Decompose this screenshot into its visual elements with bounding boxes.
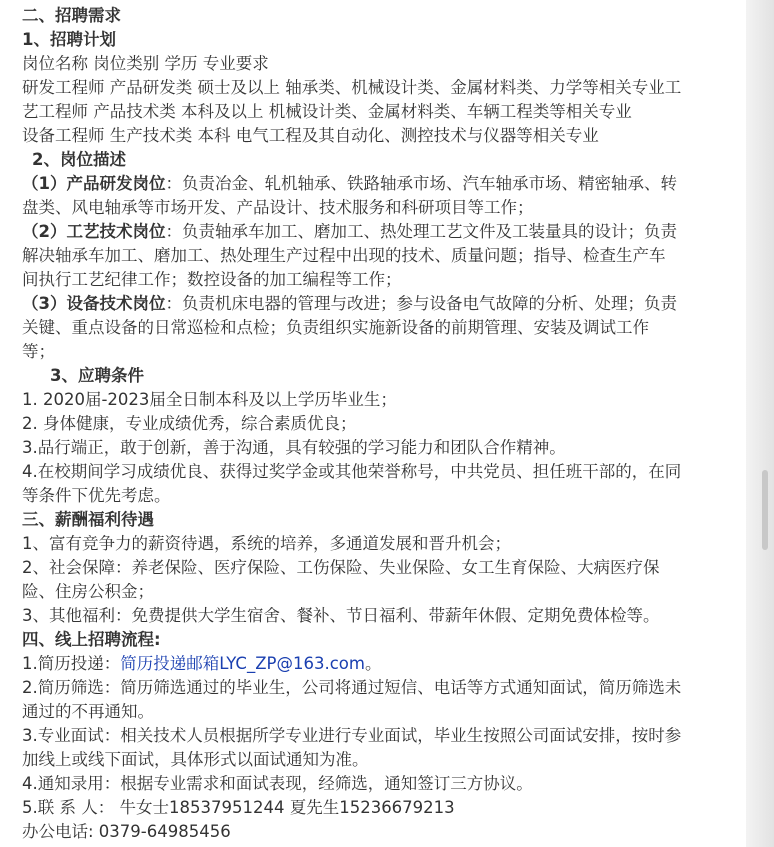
plan-row: 研发工程师 产品研发类 硕士及以上 轴承类、机械设计类、金属材料类、力学等相关专业工 (22, 78, 682, 97)
section4-heading: 四、线上招聘流程: (22, 630, 161, 649)
step-suffix: 。 (364, 654, 382, 673)
desc-item-text: ：负责冶金、轧机轴承、铁路轴承市场、汽车轴承市场、精密轴承、转 (165, 174, 677, 193)
benefit-line: 险、住房公积金； (22, 582, 154, 601)
desc-item-text: ：负责机床电器的管理与改进；参与设备电气故障的分析、处理；负责 (165, 294, 677, 313)
step-prefix: 1.简历投递： (22, 654, 121, 673)
desc-item-label: （1）产品研发岗位 (22, 174, 166, 193)
desc-item-line: 间执行工艺纪律工作；数控设备的加工编程等工作； (22, 270, 402, 289)
benefit-line: 2、社会保障：养老保险、医疗保险、工伤保险、失业保险、女工生育保险、大病医疗保 (22, 558, 660, 577)
desc-item-process (22, 220, 732, 244)
desc-heading: 2、岗位描述 (32, 150, 126, 169)
scroll-indicator (762, 470, 768, 550)
benefit-line: 3、其他福利：免费提供大学生宿舍、餐补、节日福利、带薪年休假、定期免费体检等。 (22, 606, 660, 625)
step-submit-resume (22, 652, 732, 676)
desc-item-line: 盘类、风电轴承等市场开发、产品设计、技术服务和科研项目等工作； (22, 198, 534, 217)
step-interview: 3.专业面试：相关技术人员根据所学专业进行专业面试，毕业生按照公司面试安排，按时参 (22, 726, 682, 745)
desc-item-equipment (22, 292, 732, 316)
desc-item-label: （2）工艺技术岗位 (22, 222, 166, 241)
condition-line: 4.在校期间学习成绩优良、获得过奖学金或其他荣誉称号，中共党员、担任班干部的，在同 (22, 462, 682, 481)
condition-line: 等条件下优先考虑。 (22, 486, 171, 505)
desc-item-line: 等； (22, 342, 55, 361)
step-screening-cont: 通过的不再通知。 (22, 702, 154, 721)
desc-item-rd (22, 172, 732, 196)
condition-line: 2. 身体健康，专业成绩优秀，综合素质优良； (22, 414, 357, 433)
benefit-line: 1、富有竞争力的薪资待遇，系统的培养，多通道发展和晋升机会； (22, 534, 511, 553)
recruitment-document (22, 4, 732, 844)
plan-heading: 1、招聘计划 (22, 30, 116, 49)
step-screening: 2.简历筛选：简历筛选通过的毕业生，公司将通过短信、电话等方式通知面试，简历筛选未 (22, 678, 682, 697)
plan-row: 艺工程师 产品技术类 本科及以上 机械设计类、金属材料类、车辆工程类等相关专业 (22, 102, 632, 121)
step-interview-cont: 加线上或线下面试，具体形式以面试通知为准。 (22, 750, 369, 769)
section3-heading: 三、薪酬福利待遇 (22, 510, 154, 529)
resume-email-link[interactable]: 简历投递邮箱LYC_ZP@163.com (120, 654, 365, 673)
section2-heading: 二、招聘需求 (22, 6, 121, 25)
step-contacts: 5.联 系 人： 牛女士18537951244 夏先生15236679213 (22, 798, 455, 817)
condition-line: 3.品行端正，敢于创新，善于沟通，具有较强的学习能力和团队合作精神。 (22, 438, 566, 457)
plan-header-row: 岗位名称 岗位类别 学历 专业要求 (22, 54, 269, 73)
right-edge-panel (746, 0, 774, 847)
desc-item-text: ：负责轴承车加工、磨加工、热处理工艺文件及工装量具的设计；负责 (165, 222, 677, 241)
conditions-heading: 3、应聘条件 (50, 366, 144, 385)
desc-item-line: 关键、重点设备的日常巡检和点检；负责组织实施新设备的前期管理、安装及调试工作 (22, 318, 649, 337)
desc-item-line: 解决轴承车加工、磨加工、热处理生产过程中出现的技术、质量问题；指导、检查生产车 (22, 246, 666, 265)
plan-row: 设备工程师 生产技术类 本科 电气工程及其自动化、测控技术与仪器等相关专业 (22, 126, 599, 145)
condition-line: 1. 2020届-2023届全日制本科及以上学历毕业生； (22, 390, 397, 409)
desc-item-label: （3）设备技术岗位 (22, 294, 166, 313)
step-offer: 4.通知录用：根据专业需求和面试表现，经筛选，通知签订三方协议。 (22, 774, 533, 793)
office-phone: 办公电话: 0379-64985456 (22, 822, 231, 841)
